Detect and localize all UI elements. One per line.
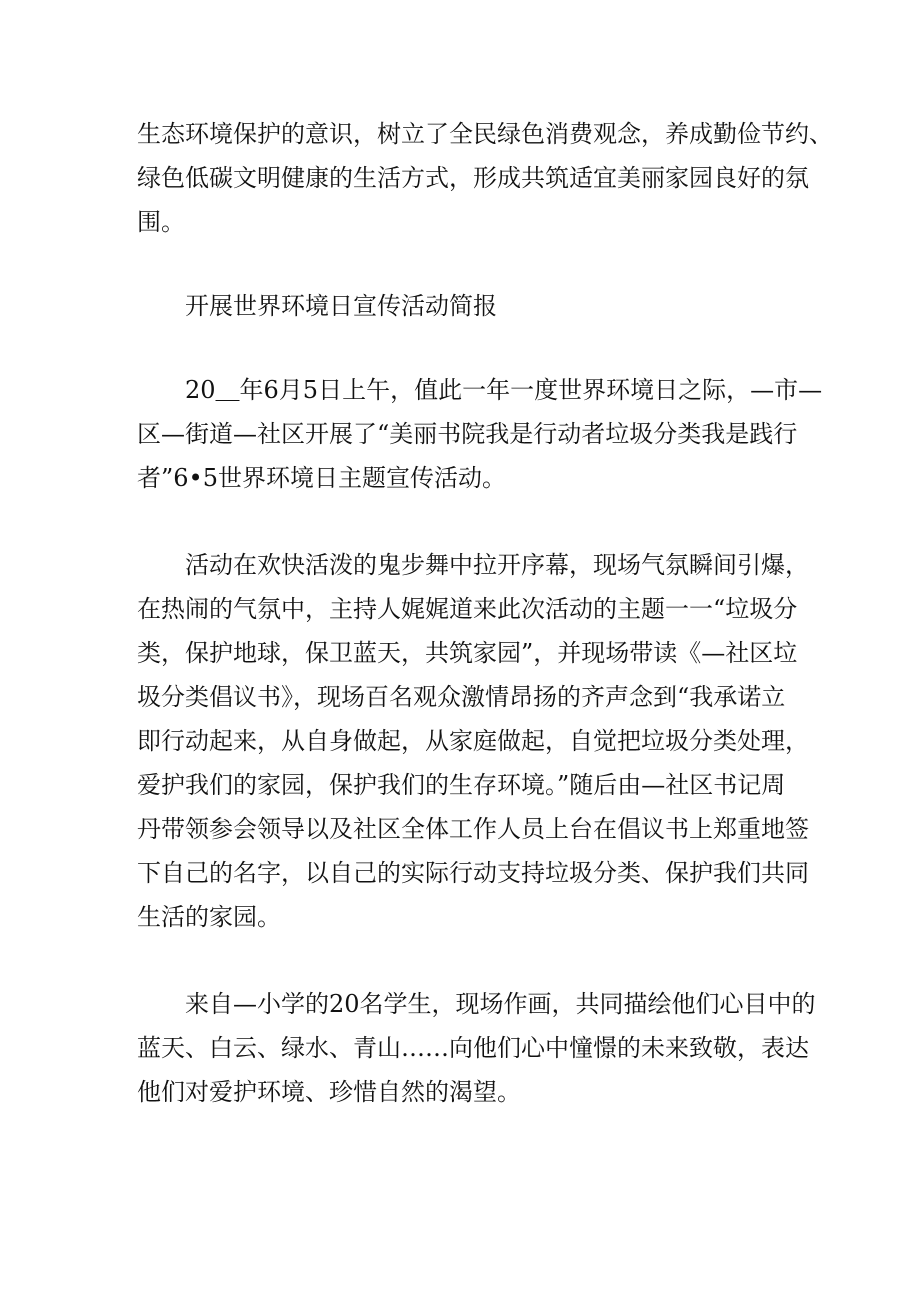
text-line: 者”6•5世界环境日主题宣传活动。 xyxy=(137,464,506,492)
text-line: 围。 xyxy=(137,208,185,236)
section-heading xyxy=(137,284,797,328)
text-line: 活动在欢快活泼的鬼步舞中拉开序幕，现场气氛瞬间引爆， xyxy=(185,551,809,579)
text-line: 类，保护地球，保卫蓝天，共筑家园”，并现场带读《—社区垃 xyxy=(137,639,798,667)
text-line: 在热闹的气氛中，主持人娓娓道来此次活动的主题一一“垃圾分 xyxy=(137,595,798,623)
text-line: 生活的家园。 xyxy=(137,903,281,931)
text-line: 20＿年6月5日上午，值此一年一度世界环境日之际，—市— xyxy=(185,376,823,404)
text-line: 他们对爱护环境、珍惜自然的渴望。 xyxy=(137,1078,521,1106)
text-line: 生态环境保护的意识，树立了全民绿色消费观念，养成勤俭节约、 xyxy=(137,120,833,148)
text-line: 丹带领参会领导以及社区全体工作人员上台在倡议书上郑重地签 xyxy=(137,815,809,843)
text-line: 蓝天、白云、绿水、青山……向他们心中憧憬的未来致敬，表达 xyxy=(137,1034,809,1062)
paragraph-activity xyxy=(137,543,809,939)
text-line: 即行动起来，从自身做起，从家庭做起，自觉把垃圾分类处理， xyxy=(137,727,809,755)
text-line: 下自己的名字，以自己的实际行动支持垃圾分类、保护我们共同 xyxy=(137,859,809,887)
text-line: 区—街道—社区开展了“美丽书院我是行动者垃圾分类我是践行 xyxy=(137,420,798,448)
text-line: 圾分类倡议书》，现场百名观众激情昂扬的齐声念到“我承诺立 xyxy=(137,683,786,711)
text-line: 绿色低碳文明健康的生活方式，形成共筑适宜美丽家园良好的氛 xyxy=(137,164,809,192)
text-line: 爱护我们的家园，保护我们的生存环境。”随后由—社区书记周 xyxy=(137,771,786,799)
heading-text: 开展世界环境日宣传活动简报 xyxy=(185,292,497,320)
paragraph-continuation xyxy=(137,112,833,244)
paragraph-students xyxy=(137,982,816,1114)
text-line: 来自—小学的20名学生，现场作画，共同描绘他们心目中的 xyxy=(185,990,816,1018)
paragraph-intro xyxy=(137,368,823,500)
